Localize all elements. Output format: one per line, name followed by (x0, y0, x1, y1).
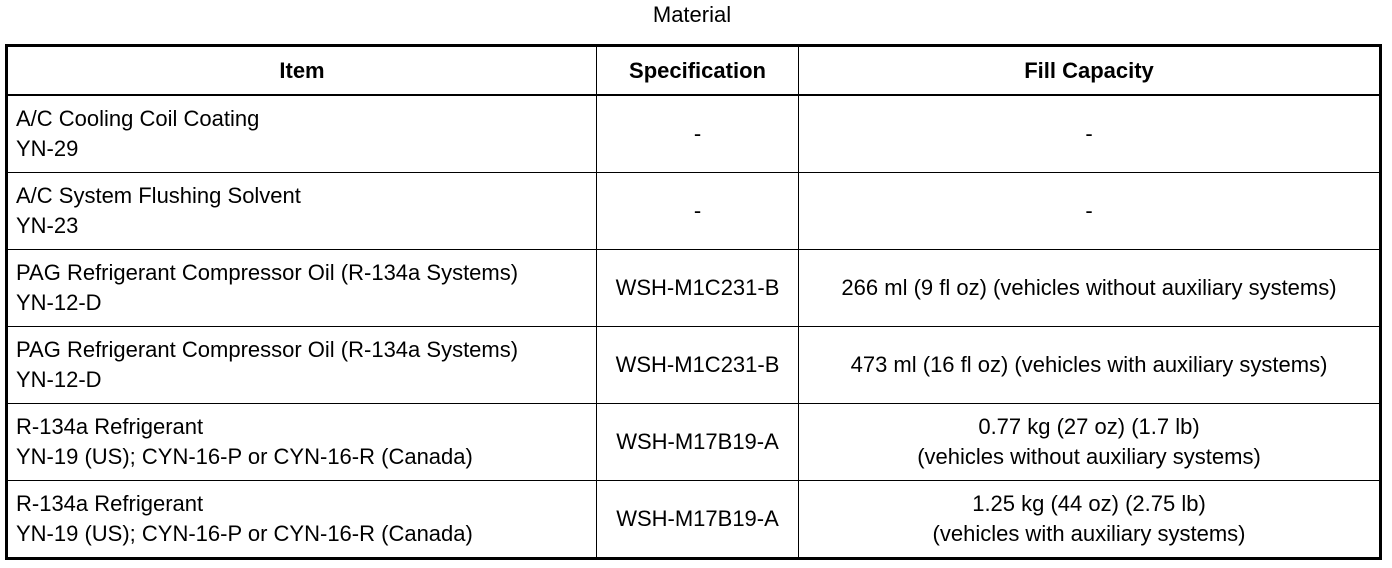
item-part-number: YN-12-D (16, 367, 102, 392)
fill-capacity-cell (799, 481, 1381, 559)
item-part-number: YN-19 (US); CYN-16-P or CYN-16-R (Canada) (16, 444, 473, 469)
fill-capacity-note: (vehicles with auxiliary systems) (932, 521, 1246, 546)
fill-capacity-cell (799, 250, 1381, 327)
table-row (7, 250, 1381, 327)
fill-capacity-line: - (1085, 198, 1093, 223)
item-part-number: YN-29 (16, 136, 79, 161)
fill-capacity-note: (vehicles without auxiliary systems) (917, 444, 1261, 469)
table-row (7, 95, 1381, 173)
fill-capacity-cell (799, 95, 1381, 173)
item-name: R-134a Refrigerant (16, 414, 204, 439)
item-cell (7, 327, 597, 404)
item-cell (7, 173, 597, 250)
fill-capacity-line: 0.77 kg (27 oz) (1.7 lb) (978, 414, 1200, 439)
table-row (7, 173, 1381, 250)
table-row (7, 404, 1381, 481)
header-specification: Specification (597, 46, 799, 96)
item-part-number: YN-12-D (16, 290, 102, 315)
fill-capacity-line: 266 ml (9 fl oz) (vehicles without auxiliary systems) (841, 275, 1337, 300)
fill-capacity-cell (799, 327, 1381, 404)
item-name: A/C System Flushing Solvent (16, 183, 301, 208)
item-name: PAG Refrigerant Compressor Oil (R-134a Systems) (16, 260, 519, 285)
header-row (7, 46, 1381, 96)
item-cell (7, 95, 597, 173)
fill-capacity-cell (799, 173, 1381, 250)
specification-cell: WSH-M1C231-B (597, 327, 799, 404)
table-row (7, 327, 1381, 404)
specification-cell: WSH-M17B19-A (597, 481, 799, 559)
item-name: PAG Refrigerant Compressor Oil (R-134a Systems) (16, 337, 519, 362)
table-title: Material (652, 2, 732, 27)
specification-cell: - (597, 173, 799, 250)
header-item: Item (7, 46, 597, 96)
material-table (5, 44, 1382, 560)
item-cell (7, 404, 597, 481)
fill-capacity-line: 1.25 kg (44 oz) (2.75 lb) (972, 491, 1206, 516)
item-part-number: YN-23 (16, 213, 79, 238)
fill-capacity-cell (799, 404, 1381, 481)
item-name: R-134a Refrigerant (16, 491, 204, 516)
table-row (7, 481, 1381, 559)
specification-cell: WSH-M1C231-B (597, 250, 799, 327)
item-cell (7, 250, 597, 327)
specification-cell: WSH-M17B19-A (597, 404, 799, 481)
specification-cell: - (597, 95, 799, 173)
fill-capacity-line: 473 ml (16 fl oz) (vehicles with auxiliary systems) (850, 352, 1328, 377)
header-fill-capacity: Fill Capacity (799, 46, 1381, 96)
fill-capacity-line: - (1085, 121, 1093, 146)
item-part-number: YN-19 (US); CYN-16-P or CYN-16-R (Canada) (16, 521, 473, 546)
item-cell (7, 481, 597, 559)
item-name: A/C Cooling Coil Coating (16, 106, 260, 131)
